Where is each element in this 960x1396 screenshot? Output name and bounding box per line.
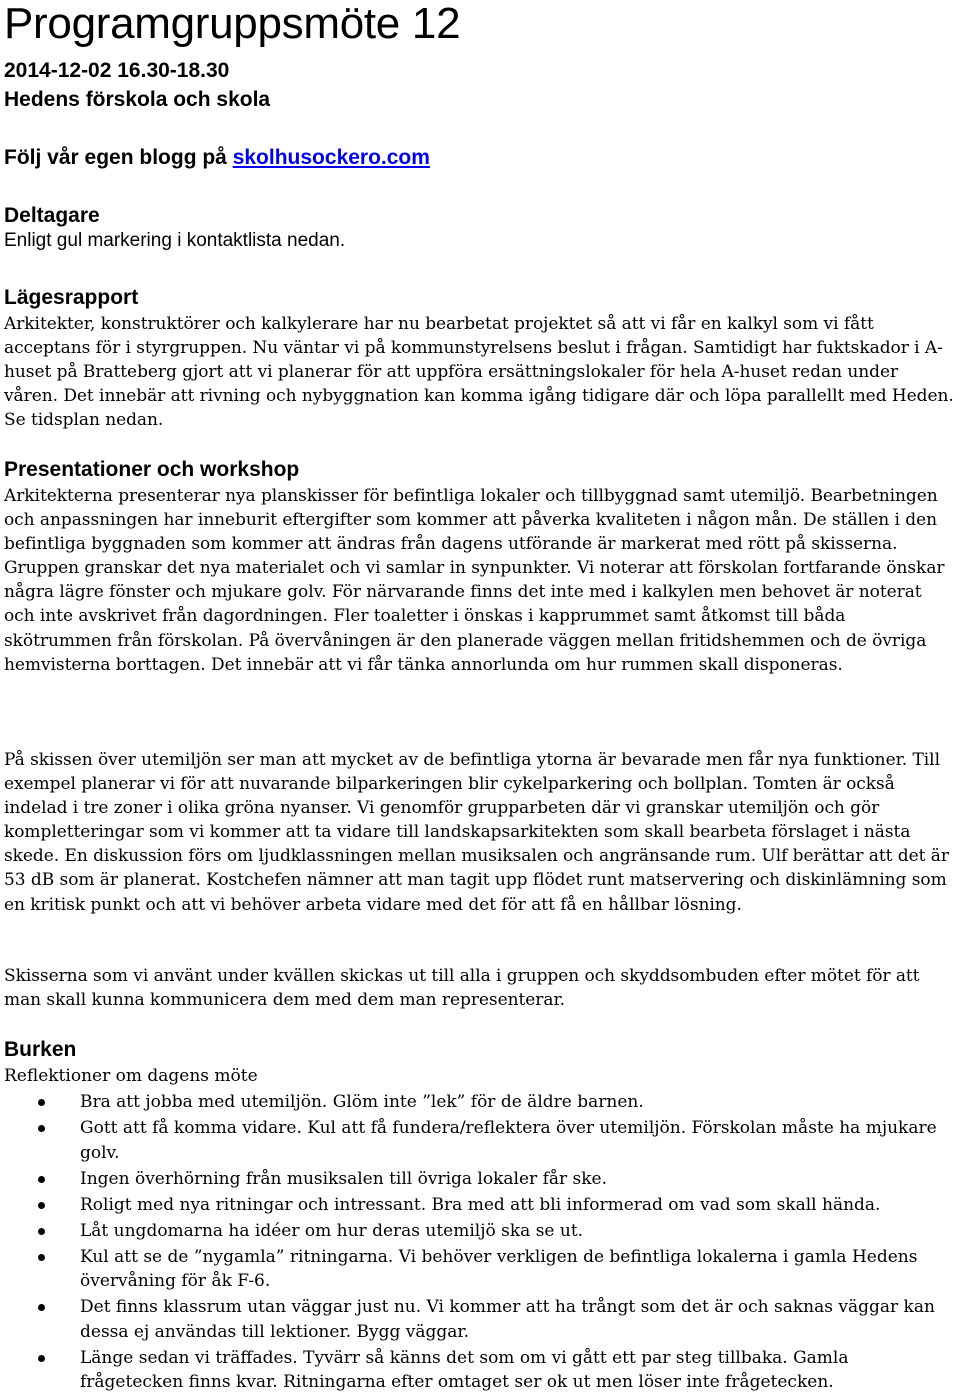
bullet-icon [38, 1304, 45, 1311]
deltagare-text: Enligt gul markering i kontaktlista nedan. [4, 230, 346, 251]
list-item-text: Bra att jobba med utemiljön. Glöm inte ”lek” för de äldre barnen. [80, 1092, 644, 1112]
bullet-icon [38, 1125, 45, 1132]
list-item [0, 1219, 940, 1244]
list-item-text: Gott att få komma vidare. Kul att få fundera/reflektera över utemiljön. Förskolan måste ha mjukare golv. [80, 1118, 937, 1163]
bullet-icon [38, 1176, 45, 1183]
bullet-icon [38, 1254, 45, 1261]
lagesrapport-paragraph: Arkitekter, konstruktörer och kalkylerare har nu bearbetat projektet så att vi får en kalkyl som vi fått acceptans för i styrgruppen. Nu väntar vi på kommunstyrelsens beslut i frågan. Samtidigt har fuktskador i A-huset på Bratteberg gjort att vi planerar för att uppföra ersättningslokaler för hela A-huset redan under våren. Det innebär att rivning och nybyggnation kan komma igång tidigare där och löpa parallellt med Heden. Se tidsplan nedan. [4, 314, 954, 431]
list-item-text: Länge sedan vi träffades. Tyvärr så känns det som om vi gått ett par steg tillbaka. Gamla frågetecken finns kvar. Ritningarna efter omtaget ser ok ut men löser inte frågetecken. [80, 1347, 849, 1392]
heading-lagesrapport: Lägesrapport [4, 286, 139, 309]
list-item-text: Ingen överhörning från musiksalen till övriga lokaler får ske. [80, 1168, 608, 1189]
bullet-icon [38, 1228, 45, 1235]
meeting-place: Hedens förskola och skola [4, 88, 271, 111]
presentationer-paragraph-3: Skisserna som vi använt under kvällen skickas ut till alla i gruppen och skyddsombuden efter mötet för att man skall kunna kommunicera dem med dem man representerar. [4, 966, 920, 1011]
list-item [0, 1245, 940, 1294]
heading-deltagare: Deltagare [4, 204, 100, 227]
bullet-icon [38, 1202, 45, 1209]
list-item [0, 1090, 940, 1115]
bullet-icon [38, 1099, 45, 1106]
blog-prefix: Följ vår egen blogg på [4, 146, 233, 169]
list-item-text: Roligt med nya ritningar och intressant. Bra med att bli informerad om vad som skall hända. [80, 1194, 881, 1215]
list-item [0, 1167, 940, 1192]
reflection-list [0, 1090, 940, 1396]
presentationer-paragraph-1: Arkitekterna presenterar nya planskisser för befintliga lokaler och tillbyggnad samt utemiljö. Bearbetningen och anpassningen har inneburit eftergifter som kommer att påverka kvaliteten i någon mån. De ställen i den befintliga byggnaden som kommer att ändras från dagens utförande är markerat med rött på skisserna. Gruppen granskar det nya materialet och vi samlar in synpunkter. Vi noterar att förskolan fortfarande önskar några lägre fönster och mjukare golv. För närvarande finns det inte med i kalkylen men behovet är noterat och inte avskrivet från dagordningen. Fler toaletter i önskas i kapprummet samt åtkomst till båda skötrummen från förskolan. På övervåningen är den planerade väggen mellan fritidshemmen och de övriga hemvisterna borttagen. Det innebär att vi får tänka annorlunda om hur rummen skall disponeras. [4, 486, 945, 675]
page-title: Programgruppsmöte 12 [4, 0, 461, 48]
list-item-text: Kul att se de ”nygamla” ritningarna. Vi behöver verkligen de befintliga lokalerna i gamla Hedens övervåning för åk F-6. [80, 1246, 918, 1291]
list-item [0, 1346, 940, 1395]
meeting-datetime: 2014-12-02 16.30-18.30 [4, 59, 230, 82]
blog-link[interactable]: skolhusockero.com [232, 146, 430, 169]
list-item [0, 1193, 940, 1218]
blog-line [4, 145, 430, 171]
list-item [0, 1295, 940, 1344]
presentationer-paragraph-2: På skissen över utemiljön ser man att mycket av de befintliga ytorna är bevarade men får nya funktioner. Till exempel planerar vi för att nuvarande bilparkeringen blir cykelparkering och bollplan. Tomten är också indelad i tre zoner i olika gröna nyanser. Vi genomför grupparbeten där vi granskar utemiljön och gör kompletteringar som vi kommer att ta vidare till landskapsarkitekten som skall bearbeta förslaget i nästa skede. En diskussion förs om ljudklassningen mellan musiksalen och angränsande rum. Ulf berättar att det är 53 dB som är planerat. Kostchefen nämner att man tagit upp flödet runt matservering och diskinlämning som en kritisk punkt och att vi behöver arbeta vidare med det för att få en hållbar lösning. [4, 750, 949, 915]
list-item [0, 1116, 940, 1165]
heading-presentationer: Presentationer och workshop [4, 458, 300, 481]
list-item-text: Låt ungdomarna ha idéer om hur deras utemiljö ska se ut. [80, 1220, 584, 1241]
burken-intro: Reflektioner om dagens möte [4, 1066, 258, 1086]
list-item-text: Det finns klassrum utan väggar just nu. Vi kommer att ha trångt som det är och saknas väggar kan dessa ej användas till lektioner. Bygg väggar. [80, 1297, 935, 1342]
heading-burken: Burken [4, 1038, 77, 1061]
bullet-icon [38, 1355, 45, 1362]
